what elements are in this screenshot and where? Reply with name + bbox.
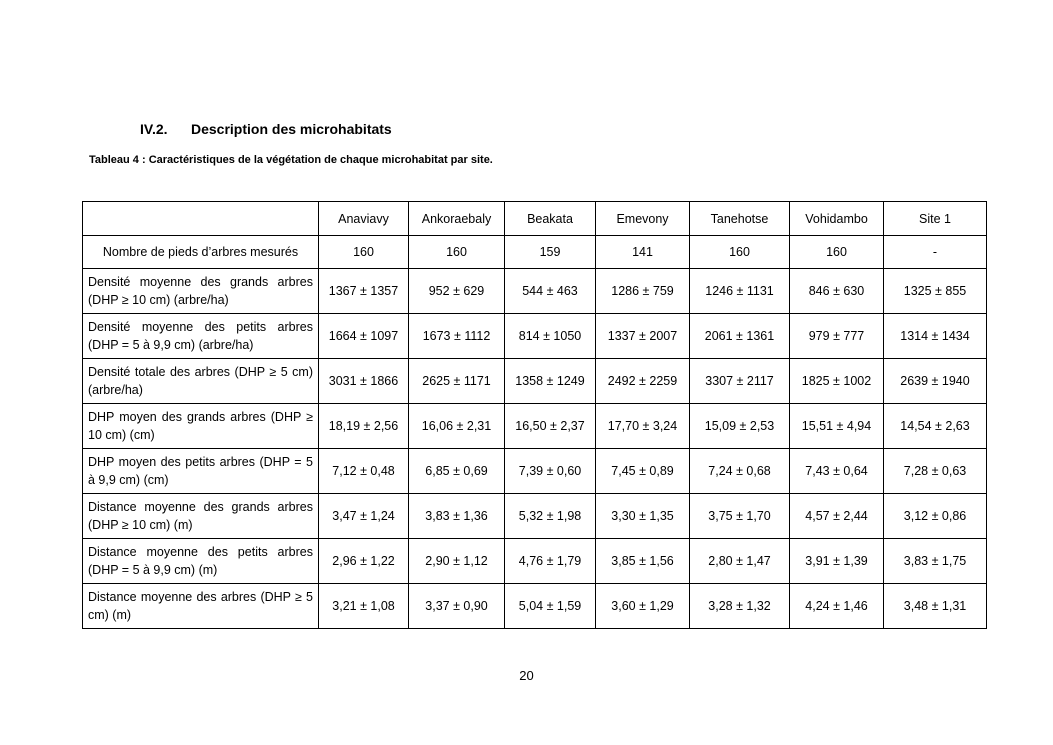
- table-cell: 18,19 ± 2,56: [319, 404, 409, 449]
- table-row: [83, 449, 987, 494]
- table-row: [83, 236, 987, 269]
- table-cell: 2625 ± 1171: [409, 359, 505, 404]
- table-cell: 7,28 ± 0,63: [884, 449, 987, 494]
- table-row: [83, 314, 987, 359]
- column-header: Emevony: [596, 202, 690, 236]
- table-cell: 5,32 ± 1,98: [505, 494, 596, 539]
- table-cell: 3,48 ± 1,31: [884, 584, 987, 629]
- section-heading: [140, 121, 392, 137]
- table-cell: 15,09 ± 2,53: [690, 404, 790, 449]
- table-cell: 3,30 ± 1,35: [596, 494, 690, 539]
- table-row: [83, 359, 987, 404]
- table-cell: 7,43 ± 0,64: [790, 449, 884, 494]
- vegetation-table: [82, 201, 987, 629]
- table-cell: 2,96 ± 1,22: [319, 539, 409, 584]
- table-cell: 2,80 ± 1,47: [690, 539, 790, 584]
- table-cell: 3307 ± 2117: [690, 359, 790, 404]
- table-cell: 2492 ± 2259: [596, 359, 690, 404]
- table-header-row: [83, 202, 987, 236]
- table-cell: 7,12 ± 0,48: [319, 449, 409, 494]
- table-row: [83, 539, 987, 584]
- table-cell: 7,39 ± 0,60: [505, 449, 596, 494]
- table-cell: 4,57 ± 2,44: [790, 494, 884, 539]
- table-cell: 544 ± 463: [505, 269, 596, 314]
- table-cell: 17,70 ± 3,24: [596, 404, 690, 449]
- column-header: Anaviavy: [319, 202, 409, 236]
- table-cell: 4,76 ± 1,79: [505, 539, 596, 584]
- table-cell: 160: [409, 236, 505, 269]
- table-cell: -: [884, 236, 987, 269]
- column-header: Beakata: [505, 202, 596, 236]
- table-cell: 1337 ± 2007: [596, 314, 690, 359]
- table-cell: 1825 ± 1002: [790, 359, 884, 404]
- table-cell: 3,83 ± 1,75: [884, 539, 987, 584]
- table-row: [83, 494, 987, 539]
- table-cell: 15,51 ± 4,94: [790, 404, 884, 449]
- section-number: IV.2.: [140, 121, 168, 137]
- table-cell: 16,50 ± 2,37: [505, 404, 596, 449]
- row-label: DHP moyen des grands arbres (DHP ≥ 10 cm) (cm): [83, 404, 319, 449]
- table-row: [83, 269, 987, 314]
- table-cell: 141: [596, 236, 690, 269]
- column-header: Vohidambo: [790, 202, 884, 236]
- table-row: [83, 404, 987, 449]
- row-label: Densité moyenne des grands arbres (DHP ≥ 10 cm) (arbre/ha): [83, 269, 319, 314]
- row-label: DHP moyen des petits arbres (DHP = 5 à 9,9 cm) (cm): [83, 449, 319, 494]
- table-cell: 160: [790, 236, 884, 269]
- table-cell: 6,85 ± 0,69: [409, 449, 505, 494]
- table-caption: Tableau 4 : Caractéristiques de la végétation de chaque microhabitat par site.: [89, 154, 493, 166]
- table-cell: 5,04 ± 1,59: [505, 584, 596, 629]
- table-cell: 3,28 ± 1,32: [690, 584, 790, 629]
- column-header: Ankoraebaly: [409, 202, 505, 236]
- table-cell: 3,60 ± 1,29: [596, 584, 690, 629]
- table-cell: 1358 ± 1249: [505, 359, 596, 404]
- table-cell: 3,21 ± 1,08: [319, 584, 409, 629]
- row-label: Densité totale des arbres (DHP ≥ 5 cm) (arbre/ha): [83, 359, 319, 404]
- table-cell: 3,83 ± 1,36: [409, 494, 505, 539]
- table-cell: 1664 ± 1097: [319, 314, 409, 359]
- table-cell: 846 ± 630: [790, 269, 884, 314]
- table-row: [83, 584, 987, 629]
- table-cell: 160: [319, 236, 409, 269]
- table-cell: 1246 ± 1131: [690, 269, 790, 314]
- table-cell: 16,06 ± 2,31: [409, 404, 505, 449]
- row-label: Densité moyenne des petits arbres (DHP = 5 à 9,9 cm) (arbre/ha): [83, 314, 319, 359]
- section-title: Description des microhabitats: [191, 121, 392, 137]
- column-header: Tanehotse: [690, 202, 790, 236]
- corner-cell: [83, 202, 319, 236]
- table-cell: 1673 ± 1112: [409, 314, 505, 359]
- table-cell: 2061 ± 1361: [690, 314, 790, 359]
- table-cell: 4,24 ± 1,46: [790, 584, 884, 629]
- table-cell: 159: [505, 236, 596, 269]
- table-cell: 160: [690, 236, 790, 269]
- table-cell: 3,91 ± 1,39: [790, 539, 884, 584]
- table-cell: 3,75 ± 1,70: [690, 494, 790, 539]
- table-cell: 3,85 ± 1,56: [596, 539, 690, 584]
- row-label: Distance moyenne des arbres (DHP ≥ 5 cm) (m): [83, 584, 319, 629]
- table-cell: 2,90 ± 1,12: [409, 539, 505, 584]
- table-cell: 1367 ± 1357: [319, 269, 409, 314]
- table-cell: 7,45 ± 0,89: [596, 449, 690, 494]
- table-cell: 7,24 ± 0,68: [690, 449, 790, 494]
- table-cell: 3,37 ± 0,90: [409, 584, 505, 629]
- row-label: Nombre de pieds d’arbres mesurés: [83, 236, 319, 269]
- row-label: Distance moyenne des petits arbres (DHP = 5 à 9,9 cm) (m): [83, 539, 319, 584]
- table-cell: 3031 ± 1866: [319, 359, 409, 404]
- table-cell: 1314 ± 1434: [884, 314, 987, 359]
- page-number: 20: [519, 668, 534, 683]
- table-cell: 1286 ± 759: [596, 269, 690, 314]
- column-header: Site 1: [884, 202, 987, 236]
- table-cell: 3,12 ± 0,86: [884, 494, 987, 539]
- row-label: Distance moyenne des grands arbres (DHP ≥ 10 cm) (m): [83, 494, 319, 539]
- table-cell: 952 ± 629: [409, 269, 505, 314]
- table-cell: 814 ± 1050: [505, 314, 596, 359]
- table-cell: 3,47 ± 1,24: [319, 494, 409, 539]
- table-cell: 1325 ± 855: [884, 269, 987, 314]
- table-cell: 14,54 ± 2,63: [884, 404, 987, 449]
- table-cell: 979 ± 777: [790, 314, 884, 359]
- table-cell: 2639 ± 1940: [884, 359, 987, 404]
